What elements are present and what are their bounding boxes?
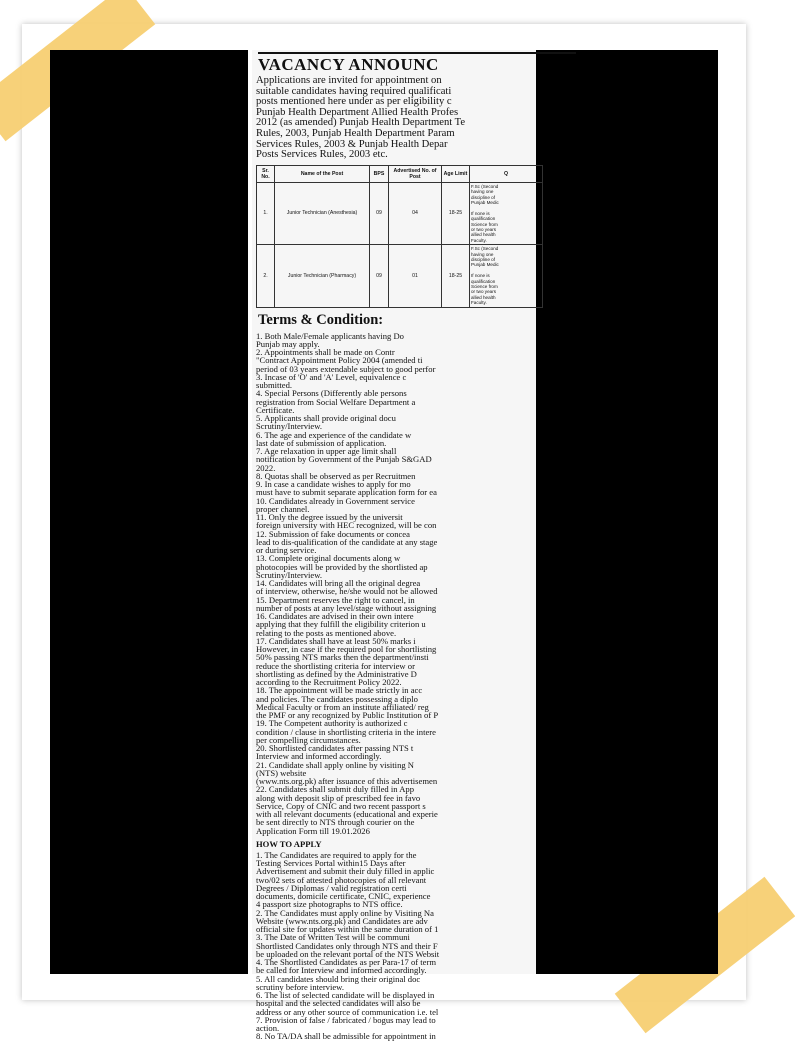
terms-line: 3. Incase of 'O' and 'A' Level, equivalence c bbox=[256, 371, 407, 382]
intro-line: Rules, 2003, Punjab Health Department Param bbox=[256, 127, 455, 139]
terms-line: 50% passing NTS marks then the department/insti bbox=[256, 652, 429, 663]
how-to-apply-line: 4 passport size photographs to NTS office. bbox=[256, 899, 403, 910]
terms-line: However, in case if the required pool for shortlisting bbox=[256, 644, 437, 655]
qualification-line: having one bbox=[471, 251, 494, 257]
qualification-line: Punjab Medic bbox=[471, 199, 499, 205]
cell-age: 18-25 bbox=[442, 245, 470, 307]
table-row bbox=[257, 182, 543, 244]
terms-line: 21. Candidate shall apply online by visiting N bbox=[256, 759, 415, 770]
how-to-apply-line: address or any other source of communication i.e. tel bbox=[256, 1006, 439, 1017]
qualification-line: discipline of bbox=[471, 194, 496, 200]
qualification-line: discipline of bbox=[471, 257, 496, 263]
col-qualification: Q bbox=[470, 165, 543, 182]
terms-line: according to the Recruitment Policy 2022. bbox=[256, 677, 402, 688]
terms-line: photocopies will be provided by the shortlisted ap bbox=[256, 561, 428, 572]
how-to-apply-line: 3. The Date of Written Test will be communi bbox=[256, 932, 410, 943]
terms-line: 14. Candidates will bring all the original degrea bbox=[256, 578, 421, 589]
how-to-apply-line: two/02 sets of attested photocopies of all relevant bbox=[256, 874, 427, 885]
terms-line: 6. The age and experience of the candidate w bbox=[256, 429, 412, 440]
terms-line: and policies. The candidates possessing a diplo bbox=[256, 693, 418, 704]
terms-line: 9. In case a candidate wishes to apply for mo bbox=[256, 479, 411, 490]
intro-line: Services Rules, 2003 & Punjab Health Depar bbox=[256, 138, 448, 150]
terms-line: registration from Social Welfare Department a bbox=[256, 396, 416, 407]
col-age-limit: Age Limit bbox=[442, 165, 470, 182]
intro-line: suitable candidates having required qualificati bbox=[256, 85, 452, 97]
cell-post: Junior Technician (Anesthesia) bbox=[275, 182, 370, 244]
qualification-line: If none is bbox=[471, 273, 490, 279]
terms-line: 1. Both Male/Female applicants having Do bbox=[256, 330, 404, 341]
qualification-line: F.Sc (Second bbox=[471, 246, 499, 252]
terms-line: of interview, otherwise, he/she would not be allowed bbox=[256, 586, 438, 597]
cell-bps: 09 bbox=[370, 182, 389, 244]
how-to-apply-line: Shortlisted Candidates only through NTS and their F bbox=[256, 940, 438, 951]
cell-count: 01 bbox=[389, 245, 442, 307]
qualification-line: qualification bbox=[471, 278, 496, 284]
how-to-apply-line: documents, domicile certificate, CNIC, experience bbox=[256, 891, 431, 902]
terms-line: 8. Quotas shall be observed as per Recruitmen bbox=[256, 470, 416, 481]
how-to-apply-title: HOW TO APPLY bbox=[256, 838, 322, 849]
terms-line: 19. The Competent authority is authorized c bbox=[256, 718, 408, 729]
how-to-apply-list bbox=[256, 851, 576, 1041]
terms-line: 2022. bbox=[256, 462, 276, 473]
terms-line: Service, Copy of CNIC and two recent passport s bbox=[256, 800, 426, 811]
how-to-apply-line: 6. The list of selected candidate will be displayed in bbox=[256, 990, 435, 1001]
terms-line: the PMF or any recognized by Public Institution of P bbox=[256, 710, 439, 721]
terms-line: 15. Department reserves the right to cancel, in bbox=[256, 594, 415, 605]
how-to-apply-line: be uploaded on the relevant portal of the NTS Websit bbox=[256, 948, 440, 959]
table-row bbox=[257, 245, 543, 307]
qualification-line: Science from bbox=[471, 221, 498, 227]
clipping-content bbox=[252, 52, 576, 1041]
terms-line: 12. Submission of fake documents or concea bbox=[256, 528, 410, 539]
terms-line: 4. Special Persons (Differently able persons bbox=[256, 388, 407, 399]
intro-line: Applications are invited for appointment on bbox=[256, 75, 442, 86]
qualification-line: or two years bbox=[471, 227, 497, 232]
how-to-apply-line: 5. All candidates should bring their original doc bbox=[256, 973, 421, 984]
col-sr-no: Sr. No. bbox=[257, 165, 275, 182]
terms-line: relating to the posts as mentioned above. bbox=[256, 627, 397, 638]
how-to-apply-line: 4. The Shortlisted Candidates as per Para-17 of term bbox=[256, 957, 437, 968]
qualification-line: having one bbox=[471, 189, 494, 195]
how-to-apply-line: scrutiny before interview. bbox=[256, 981, 344, 992]
qualification-line: Punjab Medic bbox=[471, 262, 499, 268]
how-to-apply-line: Degrees / Diplomas / valid registration certi bbox=[256, 882, 407, 893]
qualification-line: or two years bbox=[471, 289, 497, 295]
intro-paragraph bbox=[256, 76, 576, 161]
intro-line: Posts Services Rules, 2003 etc. bbox=[256, 149, 388, 161]
terms-line: be sent directly to NTS through courier on the bbox=[256, 817, 415, 828]
vacancy-heading: VACANCY ANNOUNC bbox=[258, 52, 576, 75]
terms-title: Terms & Condition: bbox=[258, 311, 384, 328]
cell-count: 04 bbox=[389, 182, 442, 244]
terms-line: 13. Complete original documents along w bbox=[256, 553, 401, 564]
qualification-line: allied health bbox=[471, 232, 496, 238]
cell-bps: 09 bbox=[370, 245, 389, 307]
how-to-apply-line: 2. The Candidates must apply online by Visiting Na bbox=[256, 907, 434, 918]
terms-line: 16. Candidates are advised in their own intere bbox=[256, 611, 414, 622]
terms-line: or during service. bbox=[256, 545, 317, 556]
how-to-apply-line: Testing Services Portal within15 Days after bbox=[256, 858, 406, 869]
newspaper-clipping bbox=[252, 50, 536, 1041]
col-advertised-no: Advertised No. of Post bbox=[389, 165, 442, 182]
terms-line: "Contract Appointment Policy 2004 (amended ti bbox=[256, 355, 423, 366]
intro-line: 2012 (as amended) Punjab Health Department Te bbox=[256, 117, 466, 129]
cell-qualification bbox=[470, 182, 543, 244]
terms-line: along with deposit slip of prescribed fee in favo bbox=[256, 792, 421, 803]
terms-line: shortlisting as defined by the Administrative D bbox=[256, 668, 417, 679]
terms-line: Scrutiny/Interview. bbox=[256, 421, 323, 432]
posts-table bbox=[256, 165, 543, 308]
qualification-line: qualification bbox=[471, 216, 496, 222]
how-to-apply-line: Advertisement and submit their duly filled in applic bbox=[256, 866, 435, 877]
how-to-apply-line: 7. Provision of false / fabricated / bogus may lead to bbox=[256, 1014, 436, 1025]
terms-line: 5. Applicants shall provide original docu bbox=[256, 413, 396, 424]
terms-line: Certificate. bbox=[256, 404, 295, 415]
terms-line: proper channel. bbox=[256, 503, 310, 514]
terms-line: 18. The appointment will be made strictly in acc bbox=[256, 685, 423, 696]
terms-line: 11. Only the degree issued by the universit bbox=[256, 512, 403, 523]
intro-line: posts mentioned here under as per eligibility c bbox=[256, 96, 452, 108]
cell-qualification bbox=[470, 245, 543, 307]
terms-line: 7. Age relaxation in upper age limit shall bbox=[256, 446, 397, 457]
terms-line: last date of submission of application. bbox=[256, 437, 387, 448]
how-to-apply-line: hospital and the selected candidates will also be bbox=[256, 998, 421, 1009]
intro-line: Punjab Health Department Allied Health Profes bbox=[256, 106, 459, 118]
terms-line: 17. Candidates shall have at least 50% marks i bbox=[256, 635, 416, 646]
how-to-apply-line: action. bbox=[256, 1023, 280, 1034]
terms-line: Medical Faculty or from an institute affiliated/ reg bbox=[256, 701, 429, 712]
terms-line: must have to submit separate application form for ea bbox=[256, 487, 437, 498]
terms-line: condition / clause in shortlisting criteria in the intere bbox=[256, 726, 436, 737]
terms-line: 2. Appointments shall be made on Contr bbox=[256, 347, 395, 358]
terms-line: lead to dis-qualification of the candidate at any stage bbox=[256, 536, 438, 547]
terms-line: applying that they fulfill the eligibility criterion u bbox=[256, 619, 426, 630]
cell-sr: 1. bbox=[257, 182, 275, 244]
terms-line: period of 03 years extendable subject to good perfor bbox=[256, 363, 436, 374]
terms-line: 20. Shortlisted candidates after passing NTS t bbox=[256, 743, 414, 754]
terms-line: 10. Candidates already in Government service bbox=[256, 495, 415, 506]
qualification-line: Science from bbox=[471, 284, 498, 290]
posts-table-header-row bbox=[257, 165, 543, 182]
terms-line: 22. Candidates shall submit duly filled in App bbox=[256, 784, 415, 795]
cell-post: Junior Technician (Pharmacy) bbox=[275, 245, 370, 307]
qualification-line: F.Sc (Second bbox=[471, 183, 499, 189]
terms-line: number of posts at any level/stage without assigning bbox=[256, 602, 437, 613]
terms-list bbox=[256, 332, 576, 835]
terms-line: foreign university with HEC recognized, will be con bbox=[256, 520, 437, 531]
qualification-line: allied health bbox=[471, 294, 496, 300]
cell-sr: 2. bbox=[257, 245, 275, 307]
terms-line: (NTS) website bbox=[256, 767, 307, 778]
terms-line: submitted. bbox=[256, 380, 293, 391]
how-to-apply-line: Website (www.nts.org.pk) and Candidates are adv bbox=[256, 915, 428, 926]
how-to-apply-line: official site for updates within the same duration of 1 bbox=[256, 924, 439, 935]
terms-line: (www.nts.org.pk) after issuance of this advertisemen bbox=[256, 776, 438, 787]
terms-line: reduce the shortlisting criteria for interview or bbox=[256, 660, 415, 671]
terms-line: Interview and informed accordingly. bbox=[256, 751, 382, 762]
terms-line: Scrutiny/Interview. bbox=[256, 569, 323, 580]
how-to-apply-line: 8. No TA/DA shall be admissible for appointment in bbox=[256, 1031, 436, 1041]
terms-line: notification by Government of the Punjab S&GAD bbox=[256, 454, 432, 465]
cell-age: 18-25 bbox=[442, 182, 470, 244]
col-bps: BPS bbox=[370, 165, 389, 182]
black-mask-left bbox=[50, 50, 248, 974]
how-to-apply-line: be called for Interview and informed accordingly. bbox=[256, 965, 427, 976]
terms-line: Punjab may apply. bbox=[256, 338, 320, 349]
qualification-line: If none is bbox=[471, 210, 490, 216]
qualification-line: Faculty. bbox=[471, 237, 487, 243]
how-to-apply-line: 1. The Candidates are required to apply for the bbox=[256, 849, 417, 860]
col-post-name: Name of the Post bbox=[275, 165, 370, 182]
terms-line: per compelling circumstances. bbox=[256, 734, 361, 745]
qualification-line: Faculty. bbox=[471, 300, 487, 306]
terms-line: with all relevant documents (educational and experie bbox=[256, 809, 438, 820]
terms-line: Application Form till 19.01.2026 bbox=[256, 825, 370, 836]
